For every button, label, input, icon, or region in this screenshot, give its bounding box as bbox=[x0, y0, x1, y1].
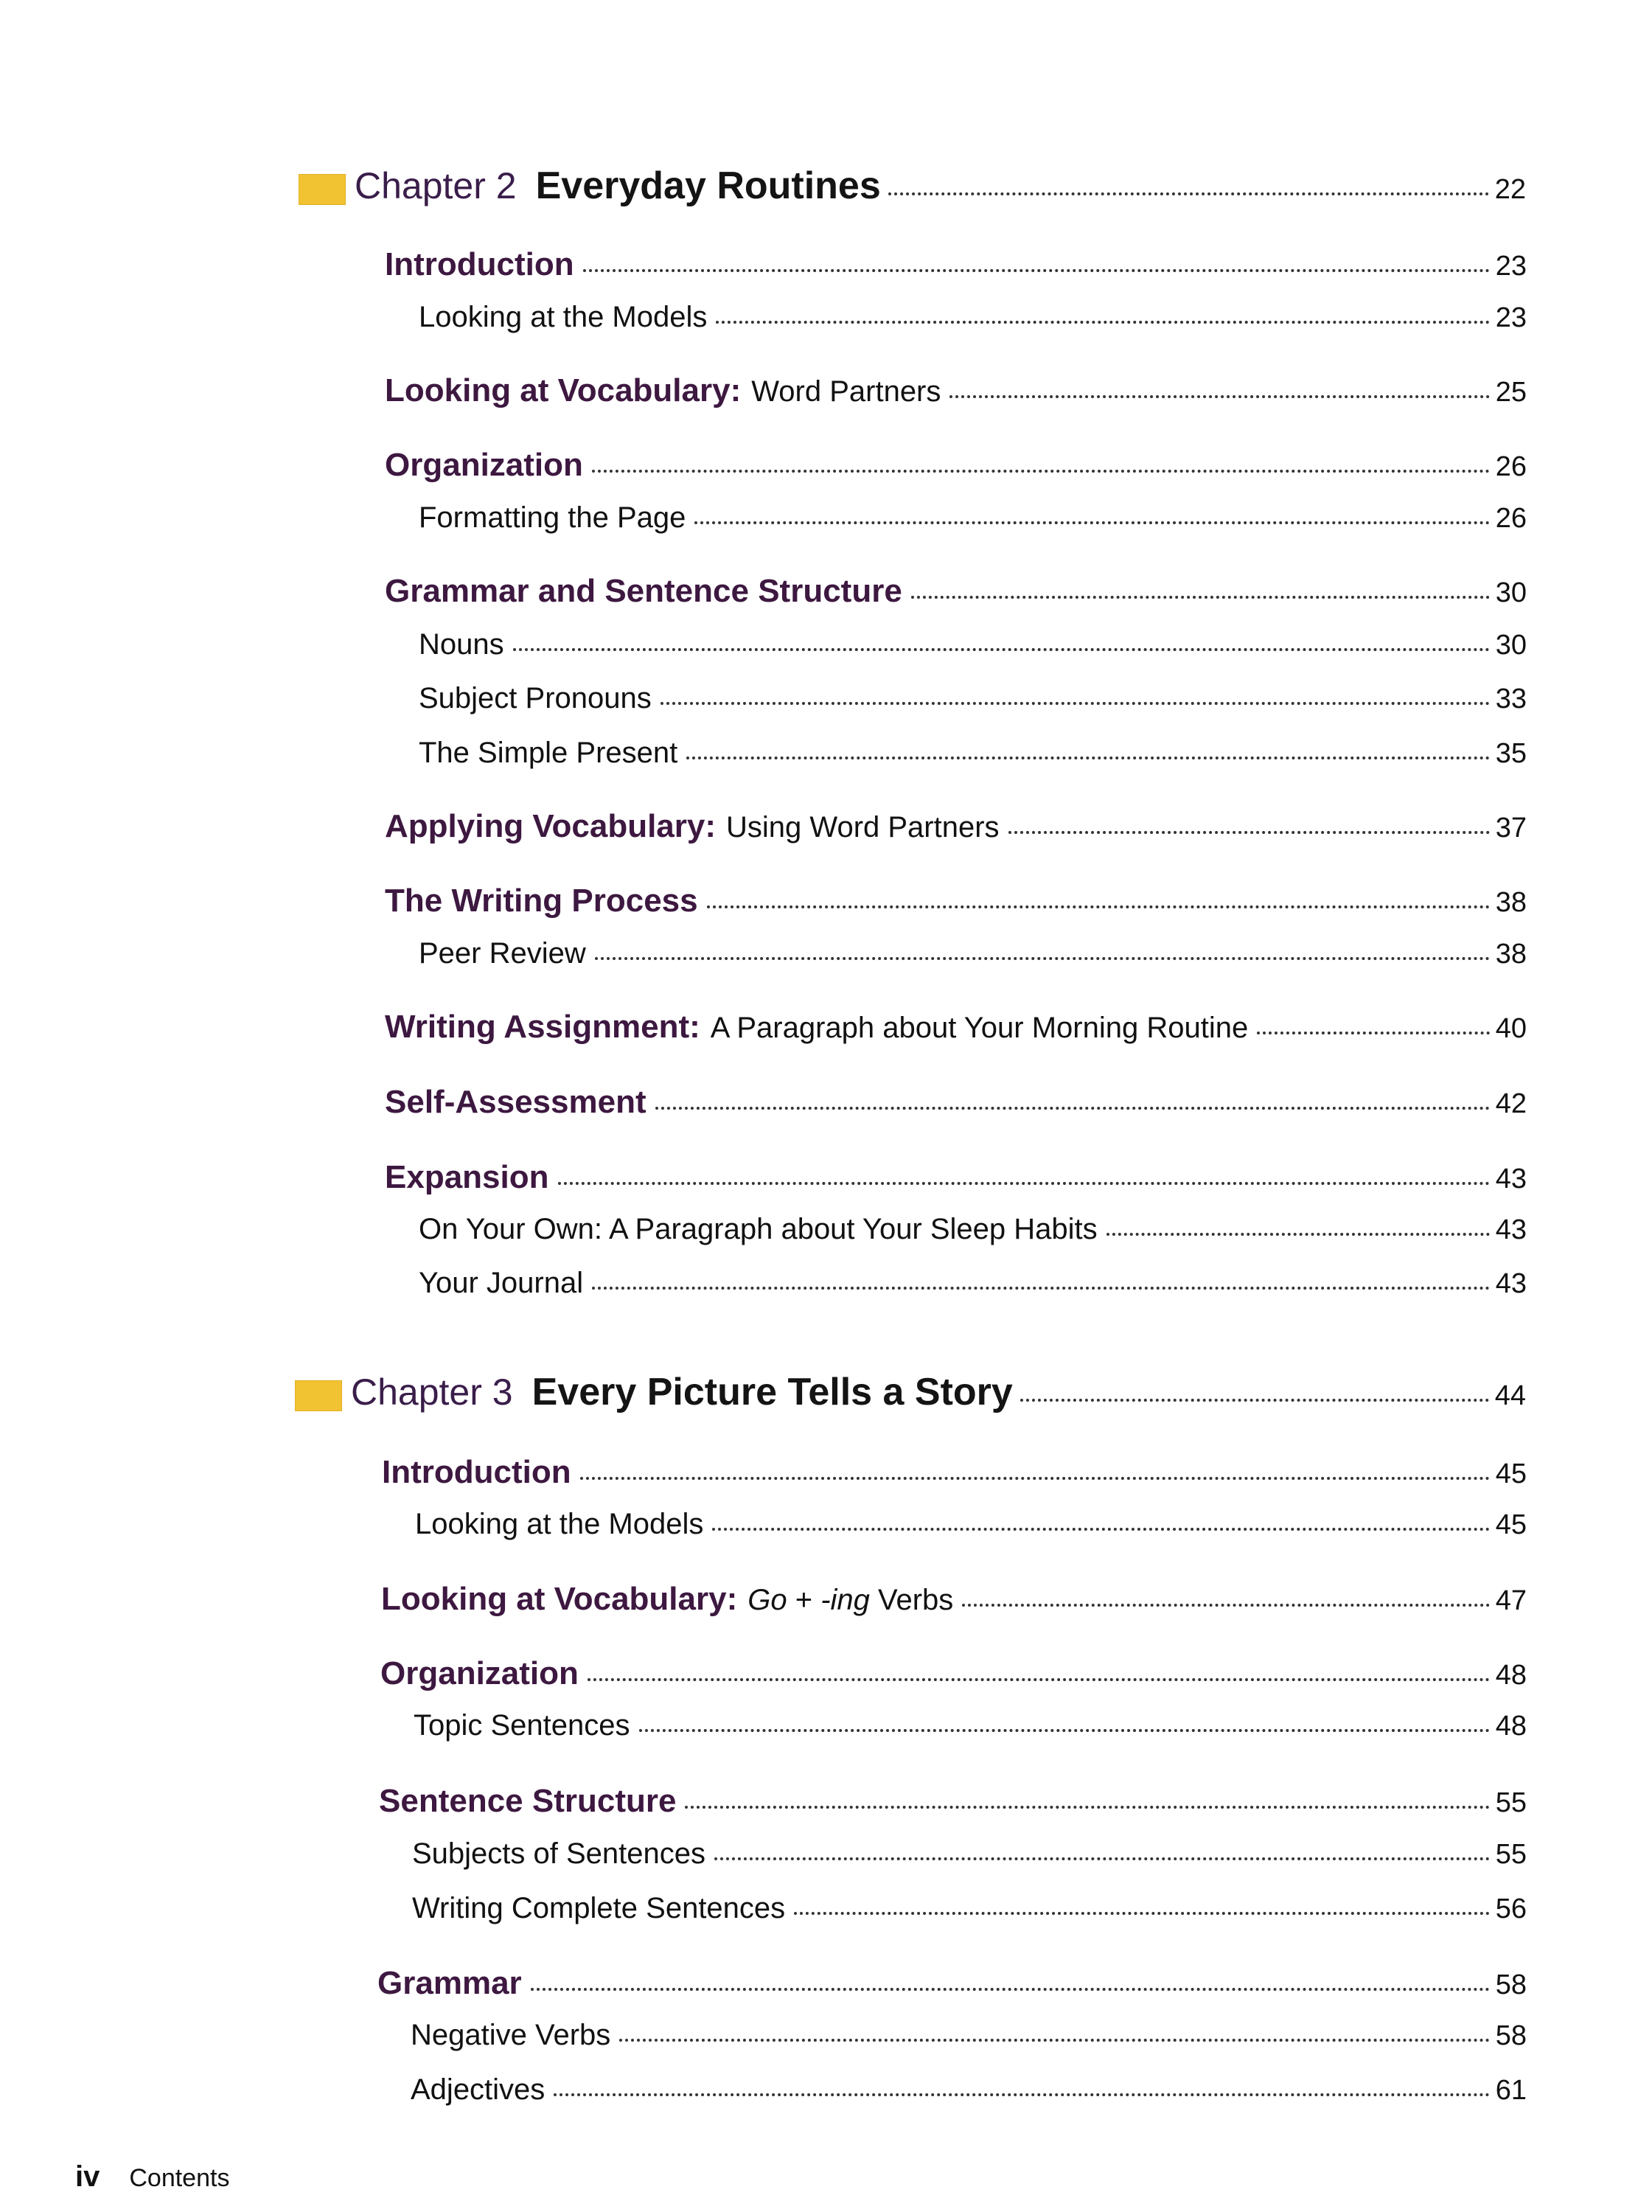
dot-leader bbox=[595, 957, 1490, 960]
dot-leader bbox=[639, 1729, 1490, 1732]
page-number: 33 bbox=[1495, 684, 1527, 714]
page-number: 26 bbox=[1495, 451, 1527, 482]
page-number: 45 bbox=[1495, 1509, 1527, 1540]
page-number: 25 bbox=[1495, 377, 1527, 408]
page-number: 48 bbox=[1495, 1711, 1527, 1742]
entry-heading: Introduction bbox=[382, 1454, 571, 1490]
subentry-label: Writing Complete Sentences bbox=[412, 1892, 786, 1924]
dot-leader bbox=[580, 1477, 1490, 1480]
dot-leader bbox=[558, 1182, 1490, 1185]
toc-entry bbox=[381, 1581, 1527, 1622]
page-footer bbox=[75, 2160, 229, 2194]
dot-leader bbox=[583, 269, 1490, 272]
subentry-label: Nouns bbox=[419, 628, 504, 661]
dot-leader bbox=[619, 2039, 1489, 2042]
page-number: 61 bbox=[1495, 2075, 1527, 2106]
entry-heading: Organization bbox=[380, 1655, 579, 1691]
dot-leader bbox=[513, 648, 1490, 651]
toc-subentry bbox=[419, 682, 1527, 723]
entry-subtitle bbox=[747, 1584, 953, 1617]
page-number: 23 bbox=[1495, 251, 1527, 282]
toc-subentry bbox=[412, 1837, 1527, 1879]
subentry-label: Negative Verbs bbox=[411, 2019, 611, 2051]
toc-entry bbox=[380, 1655, 1527, 1697]
page-number: 30 bbox=[1495, 630, 1527, 661]
page-number: 40 bbox=[1495, 1013, 1527, 1044]
entry-heading: Applying Vocabulary: bbox=[385, 808, 717, 844]
subentry-label: Your Journal bbox=[419, 1267, 584, 1299]
verbs-word: Verbs bbox=[869, 1584, 954, 1616]
toc-entry bbox=[382, 1454, 1527, 1495]
dot-leader bbox=[588, 1678, 1490, 1681]
toc-entry bbox=[385, 883, 1527, 924]
entry-heading: Looking at Vocabulary: bbox=[385, 372, 742, 408]
italic-ing: -ing bbox=[820, 1584, 870, 1616]
dot-leader bbox=[888, 192, 1489, 195]
italic-go: Go bbox=[747, 1584, 787, 1616]
chapter-title: Everyday Routines bbox=[535, 164, 881, 207]
entry-subtitle: Word Partners bbox=[751, 375, 941, 408]
entry-subtitle: Using Word Partners bbox=[726, 811, 1000, 844]
page-number: 38 bbox=[1495, 887, 1527, 918]
page-number: 48 bbox=[1495, 1660, 1527, 1691]
page-number: 23 bbox=[1495, 302, 1527, 333]
page-number: 43 bbox=[1495, 1268, 1527, 1299]
entry-subtitle: A Paragraph about Your Morning Routine bbox=[710, 1012, 1249, 1044]
toc-entry bbox=[385, 573, 1527, 614]
toc-subentry bbox=[412, 1892, 1527, 1933]
entry-heading: Self-Assessment bbox=[385, 1084, 646, 1120]
subentry-label: Subject Pronouns bbox=[419, 682, 652, 714]
dot-leader bbox=[1257, 1032, 1490, 1034]
entry-heading: Sentence Structure bbox=[379, 1783, 677, 1819]
plus-sign: + bbox=[787, 1584, 821, 1616]
page-number: 38 bbox=[1495, 939, 1527, 970]
subentry-label: Adjectives bbox=[411, 2073, 546, 2106]
dot-leader bbox=[707, 905, 1490, 908]
subentry-label: Topic Sentences bbox=[414, 1709, 630, 1742]
entry-heading: The Writing Process bbox=[385, 883, 698, 919]
dot-leader bbox=[716, 321, 1489, 324]
dot-leader bbox=[694, 521, 1489, 524]
toc-subentry bbox=[414, 1709, 1527, 1750]
toc-subentry bbox=[419, 628, 1527, 669]
subentry-label: On Your Own: A Paragraph about Your Sleep Habits bbox=[419, 1213, 1098, 1245]
chapter-3-heading bbox=[295, 1370, 1526, 1422]
page-number: 47 bbox=[1495, 1585, 1527, 1616]
entry-heading: Introduction bbox=[385, 246, 574, 282]
page-number: 30 bbox=[1495, 577, 1527, 608]
page-number: 45 bbox=[1495, 1458, 1527, 1489]
page-number: 44 bbox=[1494, 1380, 1526, 1411]
toc-entry bbox=[385, 1084, 1527, 1125]
dot-leader bbox=[794, 1912, 1490, 1915]
page-number: 43 bbox=[1495, 1164, 1527, 1194]
toc-subentry bbox=[411, 2019, 1527, 2060]
toc-subentry bbox=[415, 1508, 1527, 1549]
subentry-label: Formatting the Page bbox=[419, 501, 686, 534]
entry-heading: Grammar and Sentence Structure bbox=[385, 573, 902, 609]
folio-number: iv bbox=[75, 2160, 100, 2193]
subentry-label: Looking at the Models bbox=[419, 301, 708, 333]
subentry-label: The Simple Present bbox=[419, 737, 678, 769]
chapter-number: Chapter 3 bbox=[351, 1371, 513, 1413]
dot-leader bbox=[531, 1988, 1490, 1991]
dot-leader bbox=[686, 757, 1489, 759]
chapter-number: Chapter 2 bbox=[355, 165, 517, 206]
toc-subentry bbox=[419, 737, 1527, 778]
folio-label: Contents bbox=[129, 2164, 230, 2192]
entry-heading: Expansion bbox=[385, 1159, 549, 1195]
page-number: 55 bbox=[1495, 1787, 1527, 1818]
dot-leader bbox=[1008, 831, 1490, 834]
dot-leader bbox=[592, 1287, 1490, 1290]
entry-heading: Grammar bbox=[377, 1965, 522, 2001]
dot-leader bbox=[554, 2093, 1489, 2096]
page-number: 42 bbox=[1495, 1088, 1527, 1119]
toc-subentry bbox=[419, 937, 1527, 978]
toc-subentry bbox=[419, 1213, 1527, 1254]
toc-entry bbox=[385, 447, 1527, 488]
dot-leader bbox=[712, 1528, 1489, 1531]
chapter-marker bbox=[295, 1380, 342, 1411]
entry-heading: Organization bbox=[385, 447, 583, 483]
page-number: 22 bbox=[1494, 174, 1526, 205]
page-number: 58 bbox=[1495, 2020, 1527, 2051]
dot-leader bbox=[962, 1604, 1489, 1607]
toc-entry bbox=[377, 1965, 1527, 2006]
page-number: 56 bbox=[1495, 1893, 1527, 1924]
dot-leader bbox=[949, 395, 1489, 398]
toc-entry bbox=[385, 1009, 1527, 1050]
toc-subentry bbox=[419, 501, 1527, 543]
page-number: 37 bbox=[1495, 813, 1527, 844]
dot-leader bbox=[714, 1857, 1490, 1860]
entry-heading: Looking at Vocabulary: bbox=[381, 1581, 738, 1617]
toc-subentry bbox=[411, 2073, 1527, 2115]
subentry-label: Peer Review bbox=[419, 937, 586, 970]
dot-leader bbox=[592, 470, 1490, 473]
toc-entry bbox=[379, 1783, 1527, 1824]
toc-entry bbox=[385, 246, 1527, 288]
chapter-marker bbox=[299, 174, 346, 205]
dot-leader bbox=[1020, 1399, 1489, 1402]
dot-leader bbox=[685, 1806, 1489, 1809]
dot-leader bbox=[655, 1107, 1490, 1110]
toc-subentry bbox=[419, 1267, 1527, 1308]
page-number: 55 bbox=[1495, 1839, 1527, 1870]
page-number: 43 bbox=[1495, 1214, 1527, 1245]
dot-leader bbox=[911, 596, 1490, 599]
dot-leader bbox=[661, 702, 1490, 705]
toc-subentry bbox=[419, 301, 1527, 342]
entry-heading: Writing Assignment: bbox=[385, 1009, 700, 1045]
page-number: 26 bbox=[1495, 503, 1527, 534]
subentry-label: Looking at the Models bbox=[415, 1508, 704, 1540]
dot-leader bbox=[1106, 1233, 1490, 1236]
chapter-2-heading bbox=[299, 164, 1526, 215]
chapter-title: Every Picture Tells a Story bbox=[532, 1371, 1013, 1413]
page-number: 35 bbox=[1495, 738, 1527, 769]
toc-entry bbox=[385, 372, 1527, 414]
toc-entry bbox=[385, 808, 1527, 849]
toc-entry bbox=[385, 1159, 1527, 1200]
subentry-label: Subjects of Sentences bbox=[412, 1837, 706, 1870]
page-number: 58 bbox=[1495, 1969, 1527, 2000]
